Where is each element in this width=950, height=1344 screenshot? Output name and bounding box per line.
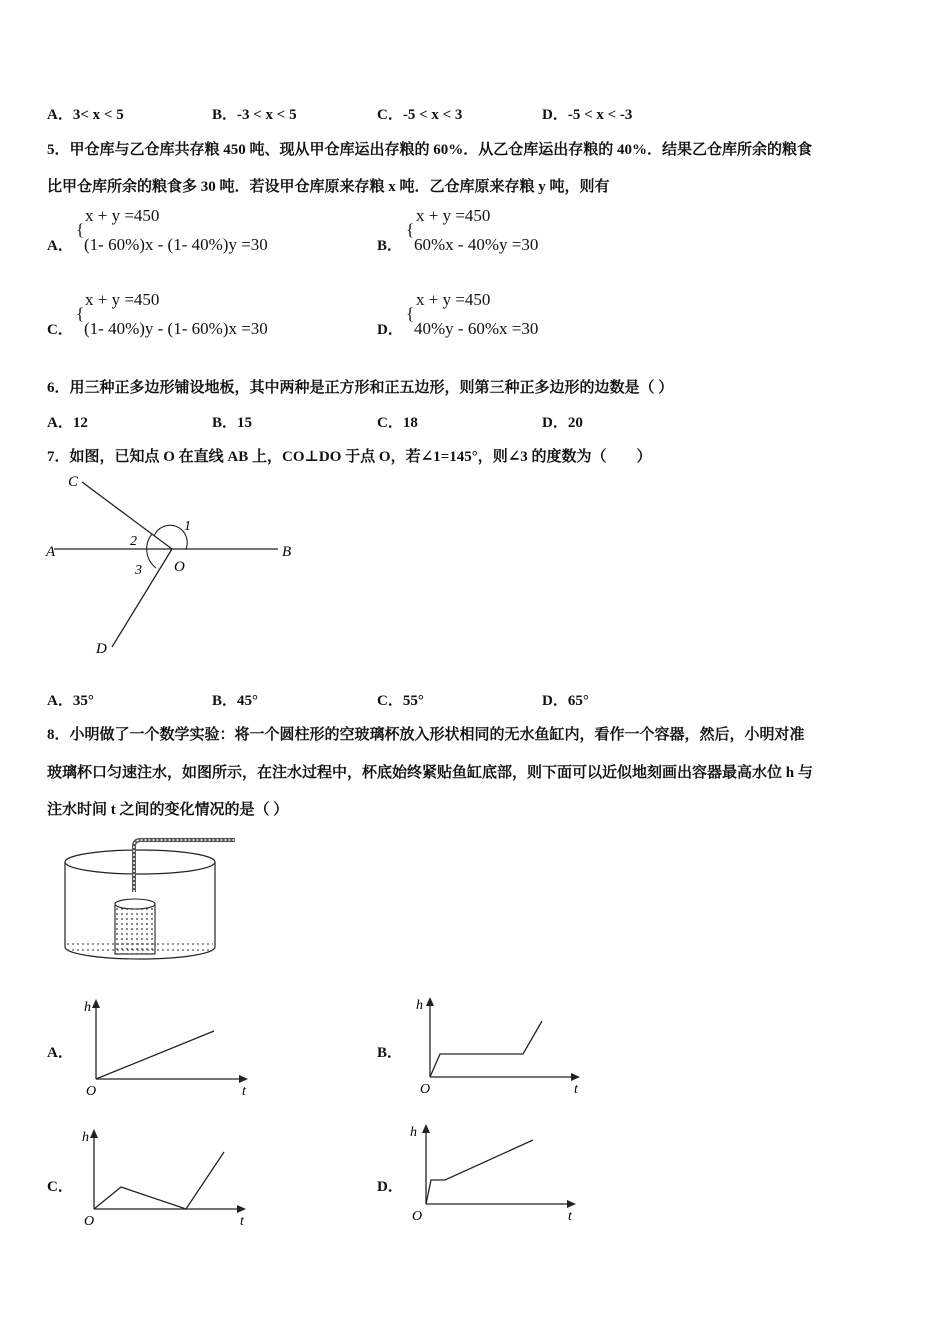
glass-cup — [115, 904, 155, 954]
q7-option-b-label: B． — [212, 693, 238, 709]
q6-option-b — [212, 411, 252, 432]
angle-2-3-arc — [147, 534, 156, 568]
ray-oc — [82, 482, 172, 549]
label-b: B — [282, 544, 292, 560]
graph-a-t-label: t — [242, 1084, 246, 1099]
graph-d-y-arrow — [422, 1124, 430, 1133]
q6-option-b-label: B． — [212, 415, 238, 431]
graph-a-y-arrow — [92, 999, 100, 1008]
graph-c-o-label: O — [84, 1214, 95, 1229]
q5-option-c-label: C． — [47, 322, 73, 338]
q8-option-b-label: B． — [377, 1045, 403, 1061]
q4-option-d — [542, 103, 632, 124]
q7-angle-figure — [40, 470, 310, 660]
graph-d-o-label: O — [412, 1209, 423, 1224]
q6-option-a — [47, 411, 88, 432]
q4-option-d-label: D． — [542, 107, 568, 123]
q5-option-c-eq1: x + y =450 — [85, 290, 160, 309]
label-o: O — [174, 559, 185, 575]
graph-b-t-label: t — [574, 1082, 578, 1097]
q4-option-b — [212, 103, 297, 124]
q6-option-a-text: 12 — [72, 415, 88, 431]
q5-option-b-eq2: 60%x - 40%y =30 — [414, 235, 539, 254]
graph-a-h-label: h — [84, 1000, 91, 1015]
q4-option-c — [377, 103, 462, 124]
graph-d-x-arrow — [567, 1200, 576, 1208]
q5-option-d-brace: { — [406, 304, 415, 323]
q4-option-c-text: -5 < x < 3 — [402, 107, 463, 123]
q5-option-d-eq1: x + y =450 — [416, 290, 491, 309]
q7-option-d — [542, 689, 589, 710]
q5-option-a-brace: { — [76, 220, 85, 239]
q7-option-c — [377, 689, 424, 710]
q8-graph-a — [80, 995, 260, 1100]
q8-graph-d — [408, 1120, 588, 1225]
q5-stem-line2: 比甲仓库所余的粮食多 30 吨．若设甲仓库原来存粮 x 吨．乙仓库原来存粮 y 吨，则有 — [47, 179, 610, 195]
q8-stem-line2: 玻璃杯口匀速注水，如图所示，在注水过程中，杯底始终紧贴鱼缸底部，则下面可以近似地刻画出容器最高水位 h 与 — [47, 765, 813, 781]
q7-option-c-text: 55° — [402, 693, 424, 709]
q7-option-a — [47, 689, 94, 710]
q8-option-a-label: A． — [47, 1045, 73, 1061]
q5-option-a-eq1: x + y =450 — [85, 206, 160, 225]
graph-b-o-label: O — [420, 1082, 431, 1097]
q8-option-d-label: D． — [377, 1179, 403, 1195]
label-angle-1: 1 — [184, 519, 191, 534]
graph-c-t-label: t — [240, 1214, 244, 1229]
graph-b-y-arrow — [426, 997, 434, 1006]
q6-option-c-label: C． — [377, 415, 403, 431]
water-pipe-inner — [134, 840, 235, 892]
q6-option-a-label: A． — [47, 415, 73, 431]
q6-option-d — [542, 411, 583, 432]
q5-option-a-label: A． — [47, 238, 73, 254]
graph-d-curve — [426, 1140, 533, 1204]
q6-option-d-text: 20 — [567, 415, 583, 431]
q5-option-b-eq1: x + y =450 — [416, 206, 491, 225]
q8-stem-line3: 注水时间 t 之间的变化情况的是（ ） — [47, 802, 289, 818]
q7-option-a-label: A． — [47, 693, 73, 709]
q8-graph-b — [412, 993, 592, 1098]
graph-c-curve — [94, 1152, 224, 1209]
q5-option-c-eq2: (1- 40%)y - (1- 60%)x =30 — [84, 319, 268, 338]
q5-option-d-eq2: 40%y - 60%x =30 — [414, 319, 539, 338]
q7-option-c-label: C． — [377, 693, 403, 709]
graph-b-curve — [430, 1021, 542, 1077]
q4-option-b-text: -3 < x < 5 — [237, 107, 297, 123]
q4-option-d-text: -5 < x < -3 — [567, 107, 633, 123]
q4-option-a-text: 3< x < 5 — [72, 107, 124, 123]
q7-option-a-text: 35° — [72, 693, 94, 709]
label-c: C — [68, 474, 79, 490]
label-a: A — [46, 544, 56, 560]
q4-option-c-label: C． — [377, 107, 403, 123]
q5-option-b-label: B． — [377, 238, 403, 254]
graph-c-x-arrow — [237, 1205, 246, 1213]
graph-c-h-label: h — [82, 1130, 89, 1145]
q8-option-c-label: C． — [47, 1179, 73, 1195]
q7-option-b-text: 45° — [237, 693, 259, 709]
ray-od — [112, 549, 172, 647]
q6-option-c-text: 18 — [402, 415, 418, 431]
graph-d-h-label: h — [410, 1125, 417, 1140]
graph-a-o-label: O — [86, 1084, 97, 1099]
graph-a-curve — [96, 1031, 214, 1079]
q5-option-c-brace: { — [76, 304, 85, 323]
graph-d-t-label: t — [568, 1209, 572, 1224]
graph-c-y-arrow — [90, 1129, 98, 1138]
label-angle-3: 3 — [135, 563, 142, 578]
q6-option-b-text: 15 — [237, 415, 253, 431]
tank-top-rim — [65, 850, 215, 874]
glass-cup-rim — [115, 899, 155, 909]
q5-option-d-label: D． — [377, 322, 403, 338]
q4-option-a — [47, 103, 124, 124]
q7-stem: 7．如图，已知点 O 在直线 AB 上，CO⊥DO 于点 O，若∠1=145°，则∠3 的度数为（ ） — [47, 449, 652, 465]
graph-b-x-arrow — [571, 1073, 580, 1081]
q7-option-b — [212, 689, 258, 710]
q8-graph-c — [78, 1125, 258, 1230]
q5-option-b-brace: { — [406, 220, 415, 239]
q8-tank-illustration — [55, 832, 245, 972]
water-pipe — [134, 840, 235, 892]
graph-b-h-label: h — [416, 998, 423, 1013]
label-d: D — [96, 641, 107, 657]
graph-a-x-arrow — [239, 1075, 248, 1083]
q7-option-d-label: D． — [542, 693, 568, 709]
q7-option-d-text: 65° — [567, 693, 589, 709]
q4-option-b-label: B． — [212, 107, 238, 123]
q6-option-d-label: D． — [542, 415, 568, 431]
q5-stem-line1: 5．甲仓库与乙仓库共存粮 450 吨、现从甲仓库运出存粮的 60%．从乙仓库运出存粮的 40%．结果乙仓库所余的粮食 — [47, 142, 813, 158]
q8-stem-line1: 8．小明做了一个数学实验：将一个圆柱形的空玻璃杯放入形状相同的无水鱼缸内，看作一个容器，然后，小明对准 — [47, 727, 805, 743]
angle-1-arc — [154, 525, 187, 549]
label-angle-2: 2 — [130, 534, 137, 549]
q5-option-a-eq2: (1- 60%)x - (1- 40%)y =30 — [84, 235, 268, 254]
q6-option-c — [377, 411, 418, 432]
q6-stem: 6．用三种正多边形铺设地板，其中两种是正方形和正五边形，则第三种正多边形的边数是（ ） — [47, 380, 674, 396]
q4-option-a-label: A． — [47, 107, 73, 123]
